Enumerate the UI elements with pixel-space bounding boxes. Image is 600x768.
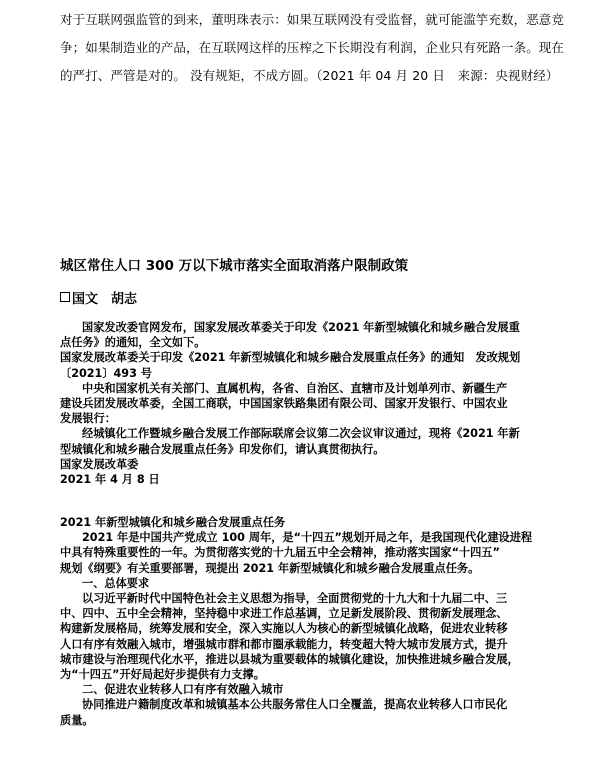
section-heading: 一、总体要求 — [82, 576, 150, 590]
notice-line: 国家发展改革委关于印发《2021 年新型城镇化和城乡融合发展重点任务》的通知 发改规划 — [60, 351, 521, 365]
tasks-line: 2021 年是中国共产党成立 100 周年，是“十四五”规划开局之年，是我国现代化建设进程 — [82, 531, 533, 545]
notice-line: 发展银行： — [60, 412, 116, 426]
article-title: 城区常住人口 300 万以下城市落实全面取消落户限制政策 — [60, 258, 409, 274]
checkbox-square-icon — [60, 292, 70, 302]
intro-paragraph — [60, 6, 565, 90]
notice-line: 点任务》的通知，全文如下。 — [60, 336, 206, 350]
notice-line: 中央和国家机关有关部门、直属机构，各省、自治区、直辖市及计划单列市、新疆生产 — [82, 381, 508, 395]
intro-line: 对于互联网强监管的到来，董明珠表示：如果互联网没有受监督，就可能滥竽充数，恶意竞 — [60, 12, 565, 27]
tasks-line: 以习近平新时代中国特色社会主义思想为指导，全面贯彻党的十九大和十九届二中、三 — [82, 592, 508, 606]
tasks-line: 协同推进户籍制度改革和城镇基本公共服务常住人口全覆盖，提高农业转移人口市民化 — [82, 698, 508, 712]
tasks-line: 为“十四五”开好局起好步提供有力支撑。 — [60, 668, 265, 682]
tasks-line: 中、四中、五中全会精神，坚持稳中求进工作总基调，立足新发展阶段、贯彻新发展理念、 — [60, 607, 508, 621]
section-heading: 二、促进农业转移人口有序有效融入城市 — [82, 683, 284, 697]
notice-section — [60, 320, 542, 487]
intro-line: 的严打、严管是对的。 没有规矩，不成方圆。（2021 年 04 月 20 日 来源：央视财经） — [60, 68, 559, 83]
notice-line: 经城镇化工作暨城乡融合发展工作部际联席会议第二次会议审议通过，现将《2021 年新 — [82, 427, 520, 441]
tasks-line: 中具有特殊重要性的一年。为贯彻落实党的十九届五中全会精神，推动落实国家“十四五” — [60, 546, 500, 560]
tasks-heading: 2021 年新型城镇化和城乡融合发展重点任务 — [60, 516, 286, 529]
byline — [60, 288, 137, 307]
tasks-line: 城市建设与治理现代化水平，推进以县城为重要载体的城镇化建设，加快推进城乡融合发展， — [60, 652, 519, 666]
notice-line: 〔2021〕493 号 — [60, 366, 152, 380]
notice-line: 国家发改委官网发布，国家发展改革委关于印发《2021 年新型城镇化和城乡融合发展重 — [82, 321, 520, 334]
tasks-line: 构建新发展格局，统筹发展和安全，深入实施以人为核心的新型城镇化战略，促进农业转移 — [60, 622, 508, 636]
notice-line: 2021 年 4 月 8 日 — [60, 473, 160, 487]
tasks-line: 质量。 — [60, 713, 94, 727]
notice-line: 建设兵团发展改革委，全国工商联，中国国家铁路集团有限公司、国家开发银行、中国农业 — [60, 397, 508, 411]
byline-author: 国文 胡志 — [72, 292, 138, 307]
tasks-section — [60, 515, 542, 728]
tasks-line: 规划《纲要》有关重要部署，现提出 2021 年新型城镇化和城乡融合发展重点任务。 — [60, 561, 480, 575]
intro-line: 争；如果制造业的产品，在互联网这样的压榨之下长期没有利润，企业只有死路一条。现在 — [60, 40, 565, 55]
tasks-line: 人口有序有效融入城市，增强城市群和都市圈承载能力，转变超大特大城市发展方式，提升 — [60, 637, 508, 651]
notice-line: 国家发展改革委 — [60, 457, 139, 471]
notice-line: 型城镇化和城乡融合发展重点任务》印发你们，请认真贯彻执行。 — [60, 442, 385, 456]
